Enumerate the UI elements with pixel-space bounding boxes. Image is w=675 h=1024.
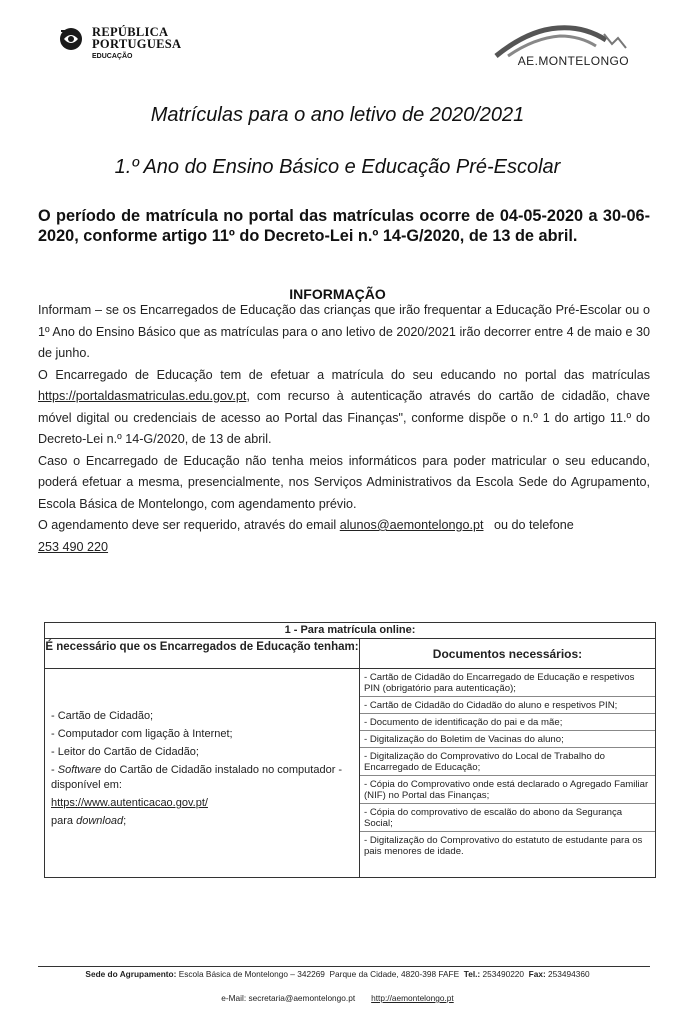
footer-divider — [38, 966, 650, 967]
requirements-list — [45, 669, 359, 877]
school-logo-text: AE.MONTELONGO — [517, 54, 629, 68]
gov-name-line1: REPÚBLICA — [92, 25, 169, 39]
document-item: - Documento de identificação do pai e da mãe; — [360, 714, 655, 731]
info-paragraph-2 — [38, 365, 650, 451]
gov-ministry: EDUCAÇÃO — [92, 53, 133, 60]
email-link[interactable]: alunos@aemontelongo.pt — [339, 518, 484, 532]
software-word: Software — [57, 764, 102, 776]
requirement-item: - Cartão de Cidadão; — [51, 710, 154, 722]
info-body — [38, 300, 650, 558]
info-paragraph-4-text: O agendamento deve ser requerido, através do email — [38, 518, 340, 532]
download-prefix: para — [51, 815, 77, 827]
footer-website-link[interactable]: http://aemontelongo.pt — [371, 993, 454, 1003]
table-row — [45, 639, 655, 877]
document-item: - Cópia do Comprovativo onde está declarado o Agregado Familiar (NIF) no Portal das Finanças; — [360, 776, 655, 804]
requirements-column — [45, 639, 360, 877]
republic-emblem-icon — [58, 26, 84, 52]
document-item: - Cópia do comprovativo de escalão do abono da Segurança Social; — [360, 804, 655, 832]
info-paragraph-4-middle: ou do telefone — [483, 518, 574, 532]
documents-column — [360, 639, 655, 877]
table-title: 1 - Para matrícula online: — [45, 623, 655, 639]
download-note — [51, 814, 353, 829]
software-text: do Cartão de Cidadão instalado no computador - disponível em: — [51, 764, 343, 791]
requirement-item: - Leitor do Cartão de Cidadão; — [51, 746, 199, 758]
government-logo — [58, 26, 181, 60]
requirement-item: - Computador com ligação à Internet; — [51, 728, 233, 740]
requirements-header: É necessário que os Encarregados de Educação tenham: — [45, 639, 359, 669]
enrolment-period-notice: O período de matrícula no portal das matrículas ocorre de 04-05-2020 a 30-06-2020, conforme artigo 11º do Decreto-Lei n.º 14-G/2020, de 13 de abril. — [38, 207, 650, 245]
footer-address — [0, 969, 675, 979]
footer-email[interactable]: e-Mail: secretaria@aemontelongo.pt — [221, 993, 356, 1003]
footer-contacts — [0, 993, 675, 1003]
info-paragraph-2-text-end: , com recurso à autenticação através do cartão de cidadão, chave móvel digital ou credenciais de acesso ao Portal das Finanças", conforme dispõe o n.º 1 do artigo 11.º do Decreto-Lei n.º 14-G/2020, de 13 de abril. — [38, 389, 650, 446]
info-paragraph-4 — [38, 515, 650, 558]
documents-header: Documentos necessários: — [360, 639, 655, 669]
portal-link[interactable]: https://portaldasmatriculas.edu.gov.pt — [38, 389, 247, 403]
autenticacao-link[interactable]: https://www.autenticacao.gov.pt/ — [51, 797, 208, 809]
online-enrolment-table — [44, 622, 656, 878]
download-suffix: ; — [123, 815, 127, 827]
footer-sede-label: Sede do Agrupamento: — [85, 969, 177, 979]
footer-fax-label: Fax: — [528, 969, 546, 979]
document-item: - Digitalização do Boletim de Vacinas do aluno; — [360, 731, 655, 748]
document-item: - Digitalização do Comprovativo do Local de Trabalho do Encarregado de Educação; — [360, 748, 655, 776]
info-paragraph-1: Informam – se os Encarregados de Educação das crianças que irão frequentar a Educação Pré-Escolar ou o 1º Ano do Ensino Básico que as matrículas para o ano letivo de 2020/2021 irão decorrer entre 4 de maio e 30 de junho. — [38, 303, 650, 360]
gov-name-line2: PORTUGUESA — [92, 37, 182, 51]
footer-sede-text: Escola Básica de Montelongo – 342269 Parque da Cidade, 4820-398 FAFE — [176, 969, 464, 979]
footer-tel-label: Tel.: — [463, 969, 481, 979]
info-paragraph-2-text: O Encarregado de Educação tem de efetuar a matrícula do seu educando no portal das matrículas — [38, 367, 650, 382]
document-item: - Digitalização do Comprovativo do estatuto de estudante para os pais menores de idade. — [363, 835, 643, 857]
info-paragraph-3: Caso o Encarregado de Educação não tenha meios informáticos para poder matricular o seu educando, poderá efetuar a mesma, presencialmente, nos Serviços Administrativos da Escola Sede do Agrupamento, Escola Básica de Montelongo, com agendamento prévio. — [38, 453, 650, 511]
phone-link[interactable]: 253 490 220 — [38, 539, 109, 554]
software-prefix: - — [51, 764, 58, 776]
document-item: - Cartão de Cidadão do Cidadão do aluno e respetivos PIN; — [360, 697, 655, 714]
footer-fax-value: 253494360 — [545, 969, 590, 979]
page-subtitle: 1.º Ano do Ensino Básico e Educação Pré-Escolar — [114, 156, 561, 178]
document-item: - Cartão de Cidadão do Encarregado de Educação e respetivos PIN (obrigatório para autenticação); — [360, 669, 655, 697]
requirement-item-software — [51, 763, 353, 793]
footer-tel-value: 253490220 — [480, 969, 529, 979]
page-title: Matrículas para o ano letivo de 2020/2021 — [150, 104, 525, 126]
documents-list — [360, 669, 655, 877]
page-header — [0, 22, 675, 72]
info-heading: INFORMAÇÃO — [289, 286, 386, 302]
download-word: download — [76, 815, 124, 827]
